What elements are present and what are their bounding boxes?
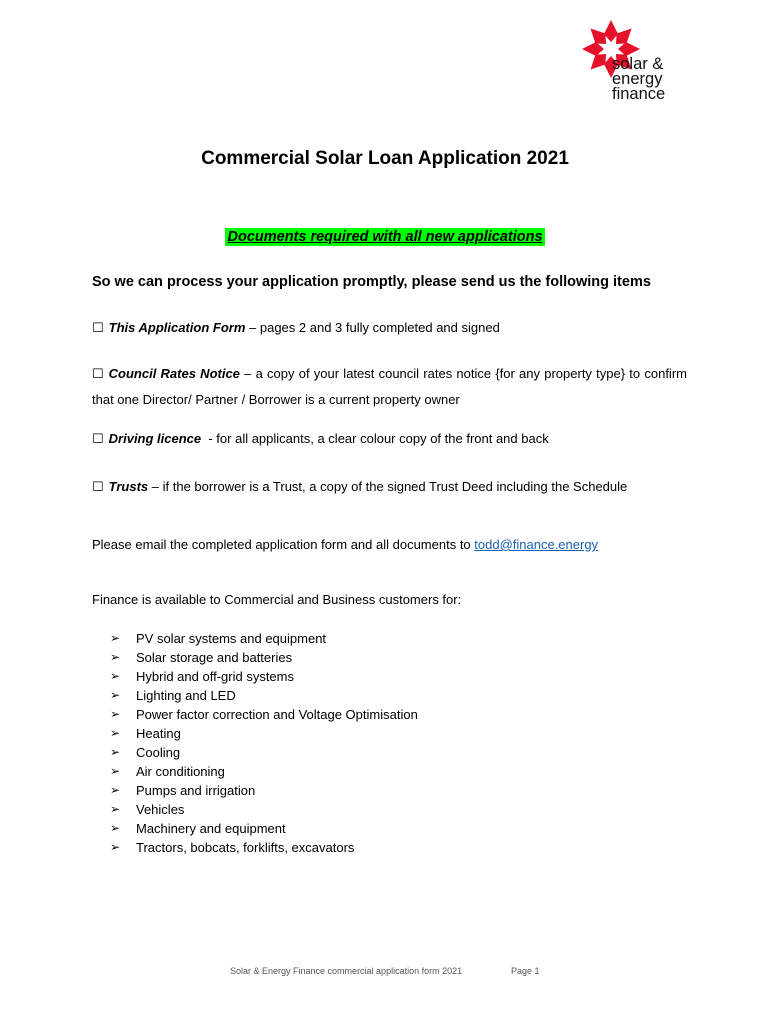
list-item-label: Vehicles [136,802,185,817]
arrow-bullet-icon: ➢ [110,783,121,797]
finance-intro: Finance is available to Commercial and Business customers for: [92,592,462,607]
checklist-item-driving-licence [92,426,687,452]
checklist-item-trusts [92,474,687,500]
list-item [110,819,418,838]
list-item [110,781,418,800]
email-instruction [92,537,598,552]
email-prefix: Please email the completed application form and all documents to [92,537,475,552]
arrow-bullet-icon: ➢ [110,764,121,778]
arrow-bullet-icon: ➢ [110,688,121,702]
company-logo [578,16,688,106]
arrow-bullet-icon: ➢ [110,707,121,721]
arrow-bullet-icon: ➢ [110,840,121,854]
item-text: – a copy of your latest council rates notice {for any property type} to confirm that one Director/ Partner / Borrower is a current property owner [92,366,687,407]
list-item [110,629,418,648]
arrow-bullet-icon: ➢ [110,669,121,683]
list-item [110,705,418,724]
list-item-label: Tractors, bobcats, forklifts, excavators [136,840,355,855]
page-number: Page 1 [511,966,540,976]
logo-ray [618,42,640,56]
arrow-bullet-icon: ➢ [110,631,121,645]
item-label: Council Rates Notice [108,366,240,381]
arrow-bullet-icon: ➢ [110,650,121,664]
list-item-label: Hybrid and off-grid systems [136,669,294,684]
list-item [110,838,418,857]
item-label: Trusts [108,479,149,494]
docs-heading-wrap [0,228,770,246]
list-item [110,762,418,781]
checkbox-icon[interactable]: ☐ [92,431,104,446]
finance-items-list [110,629,418,857]
list-item-label: PV solar systems and equipment [136,631,327,646]
logo-ray [582,42,604,56]
checkbox-icon[interactable]: ☐ [92,479,104,494]
arrow-bullet-icon: ➢ [110,745,121,759]
list-item-label: Cooling [136,745,181,760]
checklist-item-application-form [92,315,687,341]
logo-ray [604,20,618,42]
page-title: Commercial Solar Loan Application 2021 [201,148,569,169]
list-item [110,724,418,743]
arrow-bullet-icon: ➢ [110,726,121,740]
list-item-label: Lighting and LED [136,688,236,703]
list-item [110,800,418,819]
item-text: - for all applicants, a clear colour copy of the front and back [201,431,549,446]
list-item [110,648,418,667]
checkbox-icon[interactable]: ☐ [92,366,104,381]
arrow-bullet-icon: ➢ [110,821,121,835]
footer-text: Solar & Energy Finance commercial application form 2021 [230,966,463,976]
list-item-label: Machinery and equipment [136,821,286,836]
logo-text: solar & energy finance [612,55,666,103]
list-item-label: Air conditioning [136,764,225,779]
list-item [110,743,418,762]
intro-text: So we can process your application promptly, please send us the following items [92,274,651,290]
list-item-label: Pumps and irrigation [136,783,256,798]
page-footer [230,966,550,976]
list-item [110,686,418,705]
checklist-item-council-rates [92,361,687,413]
checkbox-icon[interactable]: ☐ [92,320,104,335]
arrow-bullet-icon: ➢ [110,802,121,816]
item-label: This Application Form [108,320,246,335]
docs-required-heading: Documents required with all new applications [227,229,543,245]
item-label: Driving licence [108,431,202,446]
item-text: – if the borrower is a Trust, a copy of the signed Trust Deed including the Schedule [148,479,628,494]
list-item-label: Solar storage and batteries [136,650,293,665]
email-link[interactable]: todd@finance.energy [474,537,599,552]
item-text: – pages 2 and 3 fully completed and signed [245,320,500,335]
list-item [110,667,418,686]
list-item-label: Power factor correction and Voltage Optimisation [136,707,418,722]
list-item-label: Heating [136,726,181,741]
